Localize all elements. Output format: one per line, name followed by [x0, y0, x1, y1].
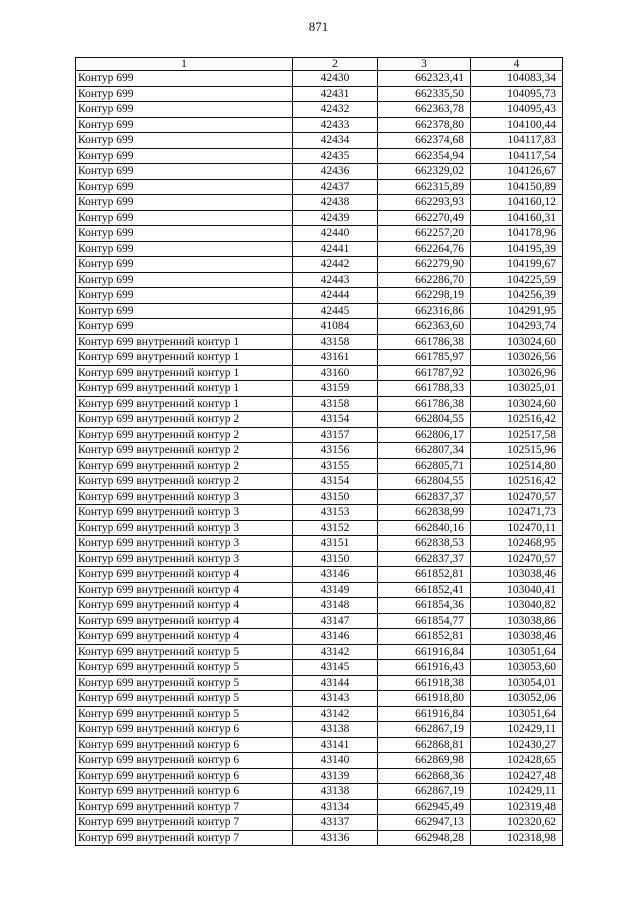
table-row — [76, 598, 563, 614]
contour-name-cell: Контур 699 — [76, 148, 293, 164]
table-row — [76, 350, 563, 366]
table-row — [76, 117, 563, 133]
contour-name-cell: Контур 699 внутренний контур 3 — [76, 489, 293, 505]
y-coordinate-cell: 102319,48 — [471, 799, 563, 815]
column-header-3: 3 — [378, 58, 471, 71]
point-id-cell: 43151 — [293, 536, 378, 552]
point-id-cell: 42434 — [293, 133, 378, 149]
y-coordinate-cell: 104095,73 — [471, 86, 563, 102]
x-coordinate-cell: 662867,19 — [378, 722, 471, 738]
point-id-cell: 42438 — [293, 195, 378, 211]
y-coordinate-cell: 102470,11 — [471, 520, 563, 536]
x-coordinate-cell: 662867,19 — [378, 784, 471, 800]
contour-name-cell: Контур 699 — [76, 241, 293, 257]
contour-name-cell: Контур 699 — [76, 288, 293, 304]
x-coordinate-cell: 662354,94 — [378, 148, 471, 164]
x-coordinate-cell: 661788,33 — [378, 381, 471, 397]
table-row — [76, 319, 563, 335]
y-coordinate-cell: 102470,57 — [471, 489, 563, 505]
x-coordinate-cell: 662264,76 — [378, 241, 471, 257]
contour-name-cell: Контур 699 внутренний контур 1 — [76, 334, 293, 350]
table-body — [76, 71, 563, 846]
contour-name-cell: Контур 699 внутренний контур 3 — [76, 551, 293, 567]
table-row — [76, 71, 563, 87]
x-coordinate-cell: 662807,34 — [378, 443, 471, 459]
point-id-cell: 43148 — [293, 598, 378, 614]
y-coordinate-cell: 103038,86 — [471, 613, 563, 629]
table-row — [76, 148, 563, 164]
table-row — [76, 458, 563, 474]
contour-name-cell: Контур 699 внутренний контур 1 — [76, 350, 293, 366]
point-id-cell: 43156 — [293, 443, 378, 459]
table-row — [76, 768, 563, 784]
point-id-cell: 42444 — [293, 288, 378, 304]
x-coordinate-cell: 661916,43 — [378, 660, 471, 676]
contour-name-cell: Контур 699 — [76, 133, 293, 149]
point-id-cell: 42431 — [293, 86, 378, 102]
y-coordinate-cell: 102429,11 — [471, 722, 563, 738]
point-id-cell: 43153 — [293, 505, 378, 521]
point-id-cell: 43140 — [293, 753, 378, 769]
table-row — [76, 505, 563, 521]
table-row — [76, 288, 563, 304]
x-coordinate-cell: 662838,53 — [378, 536, 471, 552]
point-id-cell: 43136 — [293, 830, 378, 846]
point-id-cell: 43141 — [293, 737, 378, 753]
contour-name-cell: Контур 699 внутренний контур 4 — [76, 629, 293, 645]
y-coordinate-cell: 103053,60 — [471, 660, 563, 676]
y-coordinate-cell: 103051,64 — [471, 644, 563, 660]
y-coordinate-cell: 103026,96 — [471, 365, 563, 381]
x-coordinate-cell: 662805,71 — [378, 458, 471, 474]
contour-name-cell: Контур 699 внутренний контур 6 — [76, 722, 293, 738]
x-coordinate-cell: 662286,70 — [378, 272, 471, 288]
table-row — [76, 381, 563, 397]
table-row — [76, 536, 563, 552]
x-coordinate-cell: 661916,84 — [378, 706, 471, 722]
x-coordinate-cell: 662806,17 — [378, 427, 471, 443]
point-id-cell: 43158 — [293, 334, 378, 350]
column-header-4: 4 — [471, 58, 563, 71]
y-coordinate-cell: 102517,58 — [471, 427, 563, 443]
x-coordinate-cell: 662323,41 — [378, 71, 471, 87]
y-coordinate-cell: 103026,56 — [471, 350, 563, 366]
table-row — [76, 412, 563, 428]
contour-name-cell: Контур 699 внутренний контур 3 — [76, 505, 293, 521]
point-id-cell: 42439 — [293, 210, 378, 226]
point-id-cell: 43144 — [293, 675, 378, 691]
contour-name-cell: Контур 699 внутренний контур 6 — [76, 737, 293, 753]
point-id-cell: 43154 — [293, 474, 378, 490]
table-row — [76, 474, 563, 490]
contour-name-cell: Контур 699 внутренний контур 2 — [76, 458, 293, 474]
contour-name-cell: Контур 699 внутренний контур 6 — [76, 768, 293, 784]
y-coordinate-cell: 104150,89 — [471, 179, 563, 195]
table-row — [76, 102, 563, 118]
table-row — [76, 86, 563, 102]
x-coordinate-cell: 662374,68 — [378, 133, 471, 149]
table-row — [76, 629, 563, 645]
point-id-cell: 43149 — [293, 582, 378, 598]
x-coordinate-cell: 662257,20 — [378, 226, 471, 242]
point-id-cell: 43146 — [293, 567, 378, 583]
contour-name-cell: Контур 699 внутренний контур 7 — [76, 815, 293, 831]
table-row — [76, 520, 563, 536]
table-row — [76, 210, 563, 226]
y-coordinate-cell: 103024,60 — [471, 334, 563, 350]
contour-name-cell: Контур 699 внутренний контур 5 — [76, 675, 293, 691]
contour-name-cell: Контур 699 — [76, 71, 293, 87]
y-coordinate-cell: 103038,46 — [471, 567, 563, 583]
table-row — [76, 567, 563, 583]
table-row — [76, 257, 563, 273]
point-id-cell: 43157 — [293, 427, 378, 443]
table-row — [76, 737, 563, 753]
contour-name-cell: Контур 699 внутренний контур 2 — [76, 412, 293, 428]
x-coordinate-cell: 662948,28 — [378, 830, 471, 846]
y-coordinate-cell: 104126,67 — [471, 164, 563, 180]
x-coordinate-cell: 662840,16 — [378, 520, 471, 536]
table-row — [76, 722, 563, 738]
y-coordinate-cell: 102470,57 — [471, 551, 563, 567]
contour-name-cell: Контур 699 — [76, 195, 293, 211]
table-row — [76, 195, 563, 211]
y-coordinate-cell: 102320,62 — [471, 815, 563, 831]
table-row — [76, 691, 563, 707]
y-coordinate-cell: 102516,42 — [471, 474, 563, 490]
x-coordinate-cell: 662837,37 — [378, 489, 471, 505]
contour-name-cell: Контур 699 внутренний контур 5 — [76, 706, 293, 722]
y-coordinate-cell: 103038,46 — [471, 629, 563, 645]
contour-name-cell: Контур 699 — [76, 210, 293, 226]
contour-name-cell: Контур 699 внутренний контур 5 — [76, 644, 293, 660]
y-coordinate-cell: 104256,39 — [471, 288, 563, 304]
y-coordinate-cell: 104160,12 — [471, 195, 563, 211]
x-coordinate-cell: 661852,81 — [378, 629, 471, 645]
y-coordinate-cell: 104160,31 — [471, 210, 563, 226]
point-id-cell: 42436 — [293, 164, 378, 180]
y-coordinate-cell: 103024,60 — [471, 396, 563, 412]
y-coordinate-cell: 104291,95 — [471, 303, 563, 319]
table-row — [76, 365, 563, 381]
x-coordinate-cell: 661852,41 — [378, 582, 471, 598]
table-row — [76, 133, 563, 149]
point-id-cell: 41084 — [293, 319, 378, 335]
table-row — [76, 303, 563, 319]
y-coordinate-cell: 104195,39 — [471, 241, 563, 257]
contour-name-cell: Контур 699 внутренний контур 5 — [76, 660, 293, 676]
table-row — [76, 272, 563, 288]
point-id-cell: 42433 — [293, 117, 378, 133]
y-coordinate-cell: 104100,44 — [471, 117, 563, 133]
point-id-cell: 43143 — [293, 691, 378, 707]
contour-name-cell: Контур 699 внутренний контур 2 — [76, 443, 293, 459]
coordinates-table — [75, 57, 563, 846]
x-coordinate-cell: 661918,38 — [378, 675, 471, 691]
contour-name-cell: Контур 699 внутренний контур 1 — [76, 381, 293, 397]
y-coordinate-cell: 103052,06 — [471, 691, 563, 707]
page-number: 871 — [308, 19, 329, 34]
contour-name-cell: Контур 699 — [76, 117, 293, 133]
contour-name-cell: Контур 699 — [76, 226, 293, 242]
y-coordinate-cell: 102468,95 — [471, 536, 563, 552]
point-id-cell: 42430 — [293, 71, 378, 87]
y-coordinate-cell: 102516,42 — [471, 412, 563, 428]
y-coordinate-cell: 104225,59 — [471, 272, 563, 288]
y-coordinate-cell: 104117,83 — [471, 133, 563, 149]
y-coordinate-cell: 102427,48 — [471, 768, 563, 784]
point-id-cell: 43142 — [293, 706, 378, 722]
contour-name-cell: Контур 699 внутренний контур 3 — [76, 520, 293, 536]
point-id-cell: 42432 — [293, 102, 378, 118]
contour-name-cell: Контур 699 внутренний контур 4 — [76, 567, 293, 583]
contour-name-cell: Контур 699 внутренний контур 4 — [76, 582, 293, 598]
table-row — [76, 427, 563, 443]
y-coordinate-cell: 102428,65 — [471, 753, 563, 769]
x-coordinate-cell: 661786,38 — [378, 334, 471, 350]
x-coordinate-cell: 662315,89 — [378, 179, 471, 195]
point-id-cell: 42440 — [293, 226, 378, 242]
point-id-cell: 43134 — [293, 799, 378, 815]
contour-name-cell: Контур 699 внутренний контур 2 — [76, 474, 293, 490]
y-coordinate-cell: 104199,67 — [471, 257, 563, 273]
x-coordinate-cell: 662837,37 — [378, 551, 471, 567]
table-row — [76, 644, 563, 660]
table-row — [76, 660, 563, 676]
table-row — [76, 753, 563, 769]
x-coordinate-cell: 662316,86 — [378, 303, 471, 319]
contour-name-cell: Контур 699 — [76, 164, 293, 180]
x-coordinate-cell: 662804,55 — [378, 412, 471, 428]
y-coordinate-cell: 104083,34 — [471, 71, 563, 87]
table-row — [76, 179, 563, 195]
table-row — [76, 241, 563, 257]
y-coordinate-cell: 104117,54 — [471, 148, 563, 164]
point-id-cell: 42442 — [293, 257, 378, 273]
point-id-cell: 43145 — [293, 660, 378, 676]
contour-name-cell: Контур 699 внутренний контур 6 — [76, 753, 293, 769]
table-row — [76, 164, 563, 180]
y-coordinate-cell: 103051,64 — [471, 706, 563, 722]
contour-name-cell: Контур 699 внутренний контур 2 — [76, 427, 293, 443]
table-row — [76, 830, 563, 846]
x-coordinate-cell: 662868,81 — [378, 737, 471, 753]
x-coordinate-cell: 662869,98 — [378, 753, 471, 769]
y-coordinate-cell: 104178,96 — [471, 226, 563, 242]
column-header-2: 2 — [293, 58, 378, 71]
x-coordinate-cell: 661785,97 — [378, 350, 471, 366]
x-coordinate-cell: 662947,13 — [378, 815, 471, 831]
point-id-cell: 43139 — [293, 768, 378, 784]
y-coordinate-cell: 104095,43 — [471, 102, 563, 118]
x-coordinate-cell: 662378,80 — [378, 117, 471, 133]
point-id-cell: 43150 — [293, 551, 378, 567]
contour-name-cell: Контур 699 внутренний контур 6 — [76, 784, 293, 800]
point-id-cell: 43142 — [293, 644, 378, 660]
contour-name-cell: Контур 699 внутренний контур 7 — [76, 799, 293, 815]
contour-name-cell: Контур 699 — [76, 179, 293, 195]
x-coordinate-cell: 662945,49 — [378, 799, 471, 815]
y-coordinate-cell: 102515,96 — [471, 443, 563, 459]
x-coordinate-cell: 662329,02 — [378, 164, 471, 180]
x-coordinate-cell: 661787,92 — [378, 365, 471, 381]
x-coordinate-cell: 662363,60 — [378, 319, 471, 335]
y-coordinate-cell: 103040,82 — [471, 598, 563, 614]
table-row — [76, 396, 563, 412]
x-coordinate-cell: 662293,93 — [378, 195, 471, 211]
y-coordinate-cell: 103025,01 — [471, 381, 563, 397]
table-row — [76, 334, 563, 350]
x-coordinate-cell: 662363,78 — [378, 102, 471, 118]
y-coordinate-cell: 103054,01 — [471, 675, 563, 691]
point-id-cell: 43137 — [293, 815, 378, 831]
x-coordinate-cell: 662838,99 — [378, 505, 471, 521]
contour-name-cell: Контур 699 — [76, 86, 293, 102]
table-row — [76, 706, 563, 722]
point-id-cell: 43152 — [293, 520, 378, 536]
y-coordinate-cell: 102318,98 — [471, 830, 563, 846]
y-coordinate-cell: 103040,41 — [471, 582, 563, 598]
y-coordinate-cell: 102471,73 — [471, 505, 563, 521]
y-coordinate-cell: 104293,74 — [471, 319, 563, 335]
column-header-1: 1 — [76, 58, 293, 71]
point-id-cell: 43147 — [293, 613, 378, 629]
contour-name-cell: Контур 699 внутренний контур 1 — [76, 365, 293, 381]
point-id-cell: 43138 — [293, 784, 378, 800]
point-id-cell: 42437 — [293, 179, 378, 195]
x-coordinate-cell: 662279,90 — [378, 257, 471, 273]
contour-name-cell: Контур 699 внутренний контур 7 — [76, 830, 293, 846]
x-coordinate-cell: 662298,19 — [378, 288, 471, 304]
x-coordinate-cell: 662804,55 — [378, 474, 471, 490]
point-id-cell: 43155 — [293, 458, 378, 474]
x-coordinate-cell: 661786,38 — [378, 396, 471, 412]
contour-name-cell: Контур 699 — [76, 319, 293, 335]
y-coordinate-cell: 102430,27 — [471, 737, 563, 753]
x-coordinate-cell: 661852,81 — [378, 567, 471, 583]
contour-name-cell: Контур 699 — [76, 272, 293, 288]
contour-name-cell: Контур 699 внутренний контур 1 — [76, 396, 293, 412]
contour-name-cell: Контур 699 — [76, 303, 293, 319]
table-header — [76, 58, 563, 71]
point-id-cell: 42445 — [293, 303, 378, 319]
x-coordinate-cell: 661916,84 — [378, 644, 471, 660]
point-id-cell: 43158 — [293, 396, 378, 412]
table-row — [76, 799, 563, 815]
contour-name-cell: Контур 699 — [76, 102, 293, 118]
contour-name-cell: Контур 699 внутренний контур 5 — [76, 691, 293, 707]
point-id-cell: 43150 — [293, 489, 378, 505]
contour-name-cell: Контур 699 — [76, 257, 293, 273]
point-id-cell: 43161 — [293, 350, 378, 366]
x-coordinate-cell: 661854,36 — [378, 598, 471, 614]
y-coordinate-cell: 102514,80 — [471, 458, 563, 474]
contour-name-cell: Контур 699 внутренний контур 4 — [76, 613, 293, 629]
y-coordinate-cell: 102429,11 — [471, 784, 563, 800]
point-id-cell: 43138 — [293, 722, 378, 738]
header-row — [76, 58, 563, 71]
x-coordinate-cell: 662270,49 — [378, 210, 471, 226]
x-coordinate-cell: 662335,50 — [378, 86, 471, 102]
table-row — [76, 226, 563, 242]
table-row — [76, 613, 563, 629]
x-coordinate-cell: 661918,80 — [378, 691, 471, 707]
table-row — [76, 582, 563, 598]
point-id-cell: 42443 — [293, 272, 378, 288]
point-id-cell: 43159 — [293, 381, 378, 397]
table-row — [76, 551, 563, 567]
table-row — [76, 815, 563, 831]
contour-name-cell: Контур 699 внутренний контур 4 — [76, 598, 293, 614]
point-id-cell: 43160 — [293, 365, 378, 381]
x-coordinate-cell: 661854,77 — [378, 613, 471, 629]
point-id-cell: 43154 — [293, 412, 378, 428]
table-row — [76, 489, 563, 505]
table-row — [76, 675, 563, 691]
point-id-cell: 43146 — [293, 629, 378, 645]
x-coordinate-cell: 662868,36 — [378, 768, 471, 784]
point-id-cell: 42441 — [293, 241, 378, 257]
table-row — [76, 443, 563, 459]
contour-name-cell: Контур 699 внутренний контур 3 — [76, 536, 293, 552]
table-row — [76, 784, 563, 800]
point-id-cell: 42435 — [293, 148, 378, 164]
